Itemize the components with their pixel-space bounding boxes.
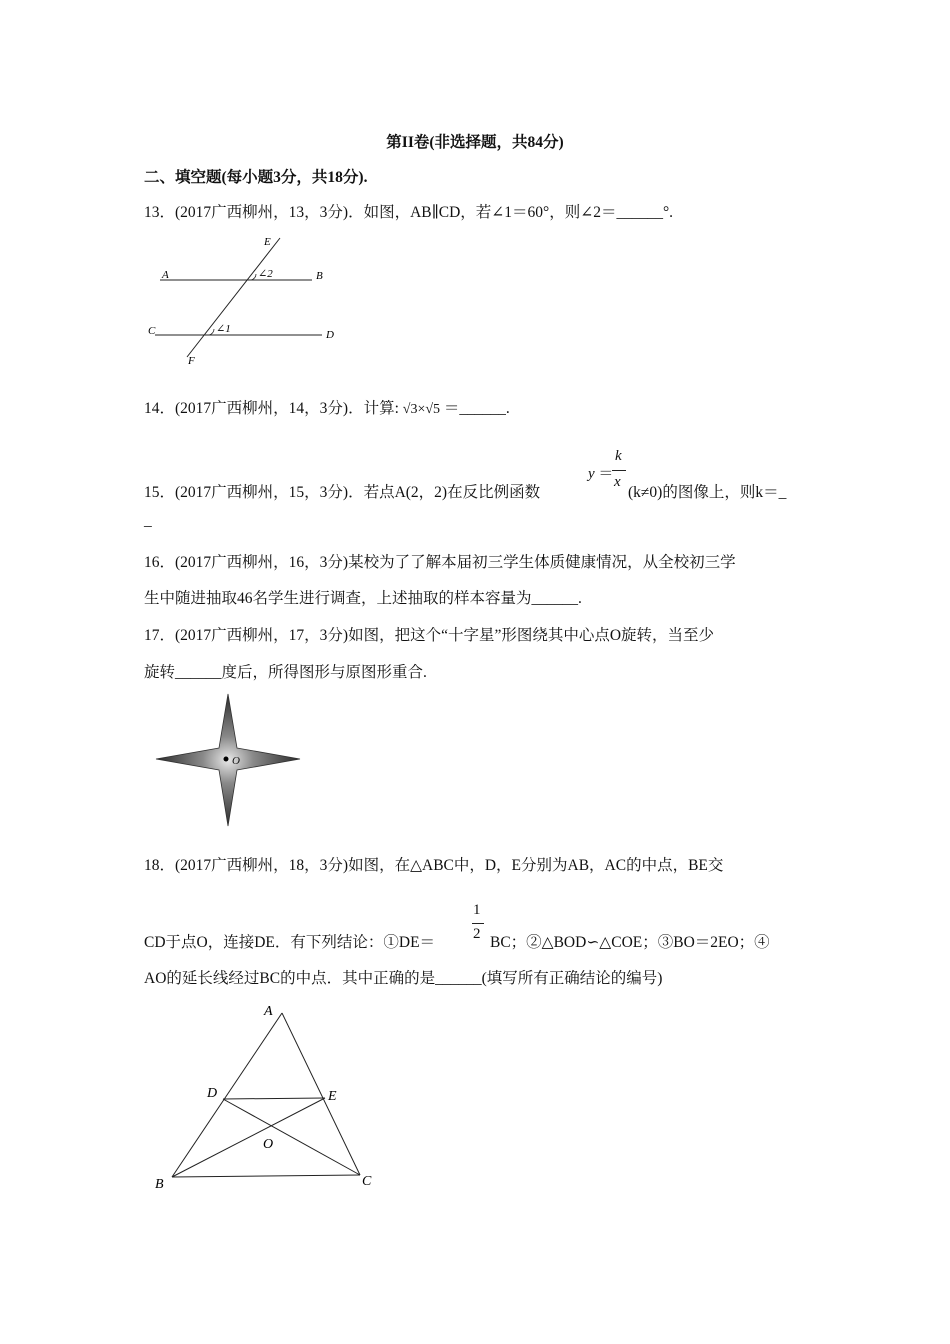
- q15-suffix: (k≠0)的图像上，则k＝_: [628, 484, 787, 501]
- label-c: C: [362, 1174, 372, 1189]
- label-o: O: [232, 755, 240, 767]
- q17-line-2: 旋转______度后，所得图形与原图形重合.: [144, 664, 427, 681]
- segment-cd: [223, 1099, 360, 1175]
- q14-suffix: ＝______.: [443, 400, 510, 417]
- segment-de: [223, 1098, 325, 1099]
- label-e: E: [264, 236, 271, 248]
- q18-fraction-numerator: 1: [473, 902, 481, 918]
- q15-y: y: [588, 466, 595, 482]
- question-14-text: [144, 396, 510, 418]
- label-f: F: [188, 355, 195, 367]
- cross-star-figure: [150, 690, 310, 830]
- q17-line-1: 17．(2017广西柳州，17，3分)如图，把这个“十字星”形图绕其中心点O旋转，当至少: [144, 627, 715, 644]
- q18-triangle-figure: [150, 995, 390, 1200]
- q15-prefix: 15．(2017广西柳州，15，3分)．若点A(2，2)在反比例函数: [144, 484, 541, 501]
- line-ef: [187, 238, 280, 357]
- q14-expression: √3×√5: [402, 402, 441, 417]
- label-d: D: [207, 1086, 218, 1101]
- q16-line-2: 生中随进抽取46名学生进行调查，上述抽取的样本容量为______.: [144, 590, 582, 607]
- q15-continuation: _: [144, 512, 152, 529]
- label-c: C: [148, 325, 156, 337]
- section-title: 第II卷(非选择题，共84分): [386, 134, 564, 151]
- side-ac: [282, 1013, 360, 1175]
- side-ab: [172, 1013, 282, 1177]
- label-a: A: [162, 269, 169, 281]
- question-13-text: 13．(2017广西柳州，13，3分)．如图，AB∥CD，若∠1＝60°，则∠2＝______°.: [144, 204, 674, 221]
- q18-fraction-bar: [472, 923, 484, 924]
- q18-line-2-suffix: BC；②△BOD∽△COE；③BO＝2EO；④: [490, 934, 770, 951]
- segment-be: [172, 1098, 325, 1177]
- label-b: B: [155, 1177, 164, 1192]
- label-angle-2: ∠2: [258, 268, 273, 280]
- label-o: O: [263, 1137, 274, 1152]
- center-point: [224, 757, 229, 762]
- q14-prefix: 14．(2017广西柳州，14，3分)．计算:: [144, 400, 399, 417]
- label-b: B: [316, 270, 323, 282]
- q18-line-2-prefix: CD于点O，连接DE．有下列结论：①DE＝: [144, 934, 436, 951]
- q16-line-1: 16．(2017广西柳州，16，3分)某校为了了解本届初三学生体质健康情况，从全校初三学: [144, 554, 736, 571]
- q15-numerator: k: [615, 448, 622, 464]
- label-d: D: [326, 329, 334, 341]
- part-title: 二、填空题(每小题3分，共18分).: [144, 169, 368, 186]
- label-a: A: [264, 1004, 273, 1019]
- q18-line-1: 18．(2017广西柳州，18，3分)如图，在△ABC中，D，E分别为AB，AC的中点，BE交: [144, 857, 724, 874]
- q18-line-3: AO的延长线经过BC的中点．其中正确的是______(填写所有正确结论的编号): [144, 970, 663, 987]
- q15-denominator: x: [614, 474, 621, 490]
- label-angle-1: ∠1: [216, 323, 231, 335]
- side-bc: [172, 1175, 360, 1177]
- q15-fraction-bar: [612, 470, 626, 471]
- q15-function: [588, 462, 613, 483]
- label-e: E: [328, 1089, 337, 1104]
- q18-fraction-denominator: 2: [473, 926, 481, 942]
- q13-figure: [140, 232, 350, 372]
- q15-eq: ＝: [598, 466, 614, 482]
